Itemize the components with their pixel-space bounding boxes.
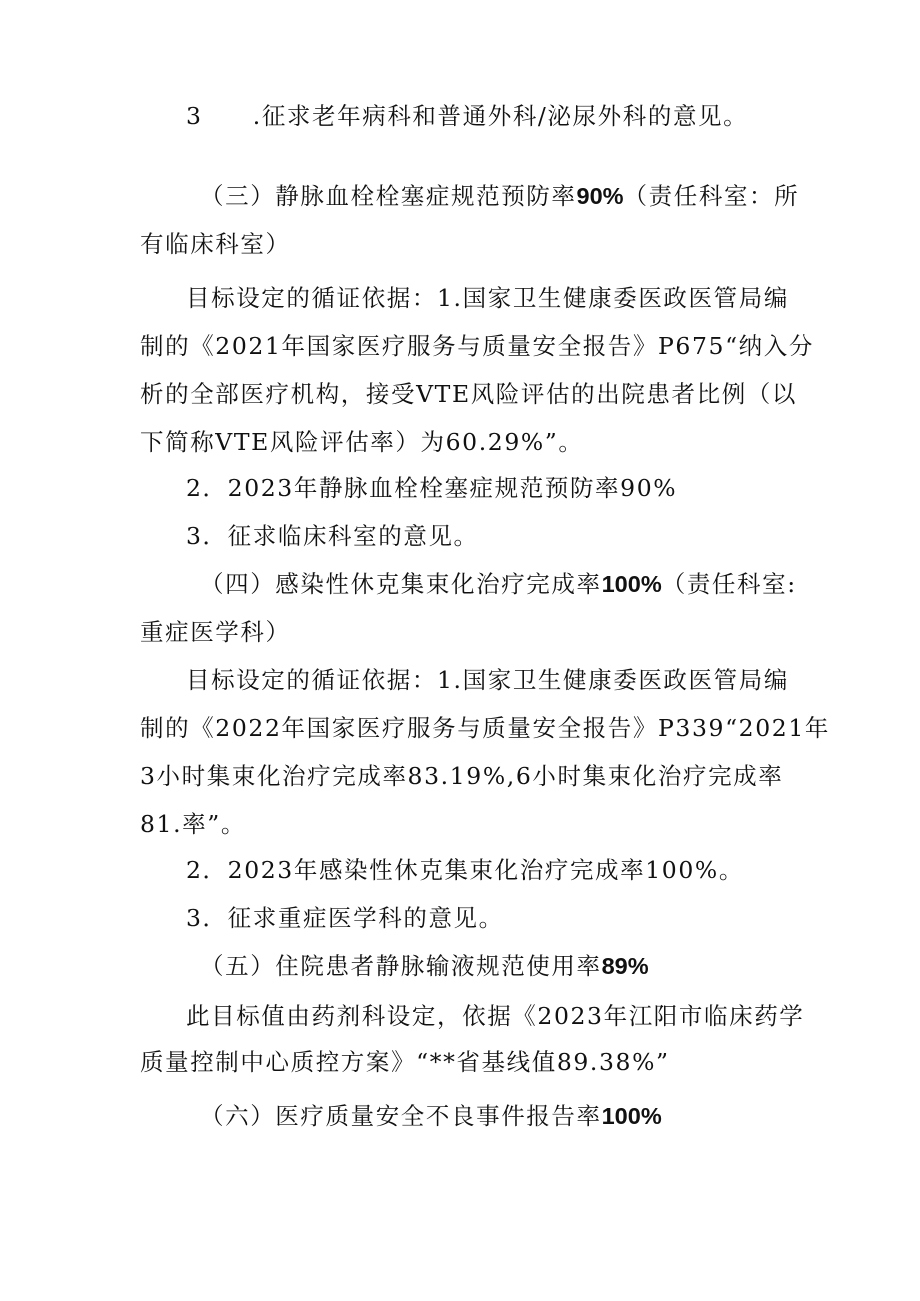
text: 目标设定的循证依据：1.国家卫生健康委医政医管局编 [186, 284, 789, 312]
text: 81.率”。 [140, 810, 246, 838]
text: （六）医疗质量安全不良事件报告率 [200, 1102, 602, 1130]
heading-vte-cont [140, 228, 800, 260]
evidence-sepsis-3 [140, 760, 800, 792]
text: 此目标值由药剂科设定，依据《2023年江阳市临床药学 [186, 1002, 805, 1030]
heading-sepsis-cont [140, 616, 800, 648]
text: 质量控制中心质控方案》“**省基线值89.38%” [140, 1048, 670, 1076]
text: （责任科室: [661, 570, 797, 598]
heading-vte [200, 180, 860, 212]
item-3-geriatric [186, 100, 846, 132]
text: 析的全部医疗机构，接受VTE风险评估的出院患者比例（以 [140, 380, 797, 408]
text: （五）住院患者静脉输液规范使用率 [200, 952, 602, 980]
rate-value: 89% [601, 953, 649, 979]
heading-adverse-events [200, 1100, 860, 1132]
evidence-sepsis-4 [140, 808, 800, 840]
text: （责任科室：所 [623, 182, 800, 210]
infusion-basis-1 [186, 1000, 846, 1032]
text: 2．2023年感染性休克集束化治疗完成率100%。 [186, 856, 744, 884]
text: 目标设定的循证依据：1.国家卫生健康委医政医管局编 [186, 666, 789, 694]
item-2-vte [186, 472, 846, 504]
text: 制的《2022年国家医疗服务与质量安全报告》P339“2021年 [140, 714, 830, 742]
evidence-vte-2 [140, 330, 814, 362]
heading-infusion [200, 950, 860, 982]
item-2-sepsis [186, 854, 846, 886]
rate-value: 90% [576, 183, 624, 209]
text: 有临床科室） [140, 230, 291, 258]
evidence-vte-4 [140, 426, 800, 458]
text: 3．征求临床科室的意见。 [186, 522, 479, 550]
evidence-sepsis-2 [140, 712, 830, 744]
rate-value: 100% [601, 1103, 662, 1129]
text: 下简称VTE风险评估率）为60.29%”。 [140, 428, 584, 456]
item-3-clinical [186, 520, 846, 552]
infusion-basis-2 [140, 1046, 800, 1078]
text: 制的《2021年国家医疗服务与质量安全报告》P675“纳入分 [140, 332, 814, 360]
text: （三）静脉血栓栓塞症规范预防率 [200, 182, 577, 210]
evidence-vte-1 [186, 282, 846, 314]
heading-sepsis [200, 568, 860, 600]
text: （四）感染性休克集束化治疗完成率 [200, 570, 602, 598]
evidence-sepsis-1 [186, 664, 846, 696]
text: 3小时集束化治疗完成率83.19%,6小时集束化治疗完成率 [140, 762, 784, 790]
text: 2．2023年静脉血栓栓塞症规范预防率90% [186, 474, 678, 502]
text: 3．征求重症医学科的意见。 [186, 904, 504, 932]
item-3-icu [186, 902, 846, 934]
evidence-vte-3 [140, 378, 800, 410]
rate-value: 100% [601, 571, 662, 597]
text: 重症医学科） [140, 618, 291, 646]
text: 3 .征求老年病科和普通外科/泌尿外科的意见。 [186, 102, 749, 130]
